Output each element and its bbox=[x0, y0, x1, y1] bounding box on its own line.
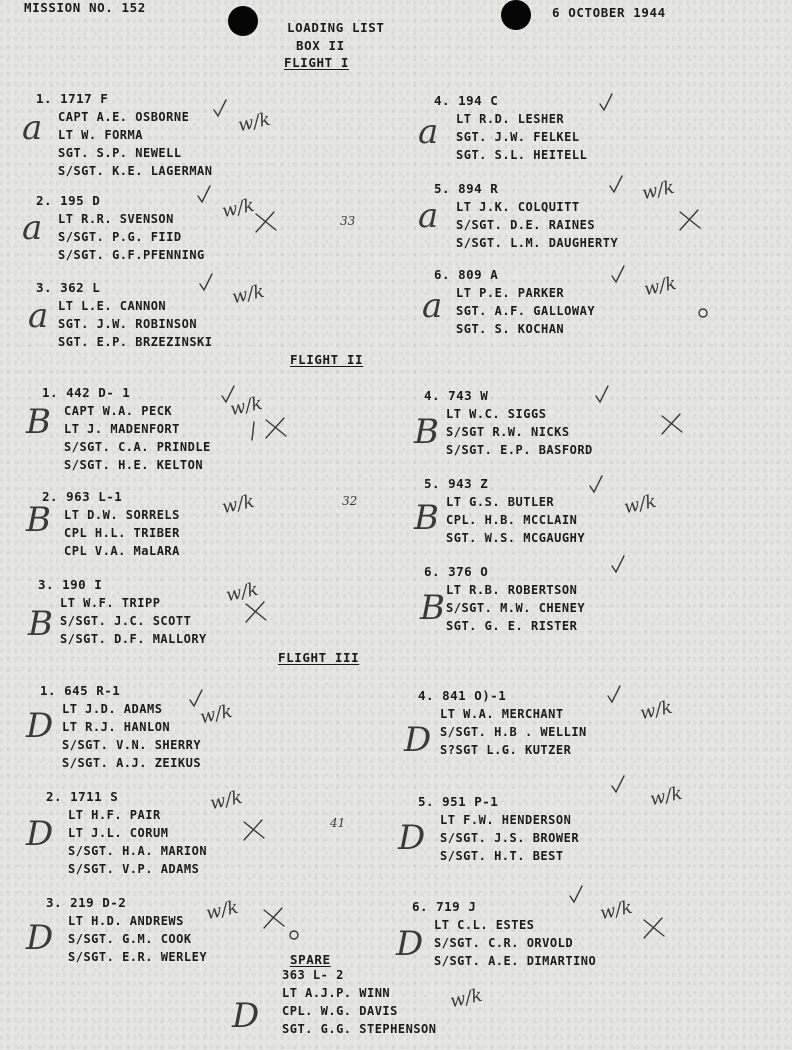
entry-position-plane: 5. 943 Z bbox=[424, 476, 489, 491]
crew-member: S/SGT. J.C. SCOTT bbox=[60, 614, 192, 628]
crew-member: SGT. S.P. NEWELL bbox=[58, 146, 182, 160]
handwritten-wk: w/k bbox=[220, 194, 257, 223]
crew-member: LT G.S. BUTLER bbox=[446, 495, 555, 509]
entry-position-plane: 6. 719 J bbox=[412, 899, 477, 914]
handwritten-group-d: D bbox=[26, 918, 54, 958]
flight-2-entry-3 bbox=[38, 576, 207, 648]
crew-member: LT J. MADENFORT bbox=[64, 422, 180, 436]
handwritten-group-b: B bbox=[414, 412, 439, 452]
crew-member: LT C.L. ESTES bbox=[434, 918, 535, 932]
flight-1-entry-5 bbox=[434, 180, 619, 252]
check-mark bbox=[596, 386, 608, 402]
entry-position-plane: 1. 645 R-1 bbox=[40, 683, 121, 698]
handwritten-number: 32 bbox=[342, 494, 358, 508]
entry-position-plane: 3. 362 L bbox=[36, 280, 101, 295]
handwritten-group-d: D bbox=[398, 818, 426, 858]
handwritten-group-b: B bbox=[26, 402, 51, 442]
crew-member: SGT. J.W. ROBINSON bbox=[58, 317, 198, 331]
x-mark bbox=[264, 908, 284, 928]
spare-entry bbox=[282, 966, 437, 1038]
crew-member: SGT. S. KOCHAN bbox=[456, 322, 565, 336]
x-mark bbox=[680, 210, 700, 230]
handwritten-group-b: B bbox=[28, 604, 53, 644]
handwritten-wk: w/k bbox=[198, 700, 235, 729]
crew-member: LT F.W. HENDERSON bbox=[440, 813, 572, 827]
circle-mark bbox=[290, 931, 298, 939]
circle-mark bbox=[699, 309, 707, 317]
entry-position-plane: 6. 376 O bbox=[424, 564, 489, 579]
handwritten-group-d: D bbox=[404, 720, 432, 760]
check-mark bbox=[214, 100, 226, 116]
crew-member: SGT. S.L. HEITELL bbox=[456, 148, 588, 162]
crew-member: S/SGT. A.E. DIMARTINO bbox=[434, 954, 597, 968]
flight-3-entry-4 bbox=[418, 687, 587, 759]
flight-2-entry-2 bbox=[42, 488, 180, 560]
flight-1-entry-2 bbox=[36, 192, 205, 264]
check-mark bbox=[612, 556, 624, 572]
crew-member: LT A.J.P. WINN bbox=[282, 986, 391, 1000]
crew-member: LT P.E. PARKER bbox=[456, 286, 565, 300]
loading-list-title: LOADING LIST bbox=[287, 20, 385, 35]
handwritten-wk: w/k bbox=[220, 490, 257, 519]
crew-member: LT J.D. ADAMS bbox=[62, 702, 163, 716]
handwritten-group-a: a bbox=[22, 208, 43, 248]
box-label: BOX II bbox=[296, 38, 345, 53]
entry-position-plane: 3. 219 D-2 bbox=[46, 895, 127, 910]
crew-member: S/SGT. A.J. ZEIKUS bbox=[62, 756, 202, 770]
flight-3-entry-1 bbox=[40, 682, 202, 772]
handwritten-number: 41 bbox=[330, 816, 346, 830]
handwritten-group-a: a bbox=[418, 196, 439, 236]
handwritten-wk: w/k bbox=[228, 392, 265, 421]
entry-position-plane: 5. 951 P-1 bbox=[418, 794, 499, 809]
handwritten-wk: w/k bbox=[638, 696, 675, 725]
handwritten-wk: w/k bbox=[642, 272, 679, 301]
handwritten-wk: w/k bbox=[622, 490, 659, 519]
handwritten-group-d: D bbox=[396, 924, 424, 964]
flight-1-entry-6 bbox=[434, 266, 596, 338]
crew-member: S/SGT. H.E. KELTON bbox=[64, 458, 204, 472]
check-mark bbox=[608, 686, 620, 702]
punch-hole-left bbox=[228, 6, 258, 36]
handwritten-wk: w/k bbox=[208, 786, 245, 815]
entry-position-plane: 3. 190 I bbox=[38, 577, 103, 592]
spare-plane: 363 L- 2 bbox=[282, 968, 344, 982]
x-mark bbox=[266, 418, 286, 438]
crew-member: S/SGT. V.N. SHERRY bbox=[62, 738, 202, 752]
crew-member: CAPT W.A. PECK bbox=[64, 404, 173, 418]
crew-member: SGT. E.P. BRZEZINSKI bbox=[58, 335, 213, 349]
mission-number: MISSION NO. 152 bbox=[24, 0, 146, 15]
handwritten-wk: w/k bbox=[598, 896, 635, 925]
flight-1-entry-3 bbox=[36, 279, 213, 351]
crew-member: LT R.D. LESHER bbox=[456, 112, 565, 126]
flight-1-title: FLIGHT I bbox=[284, 55, 350, 70]
handwritten-group-a: a bbox=[422, 286, 443, 326]
crew-member: LT W.A. MERCHANT bbox=[440, 707, 564, 721]
flight-2-title: FLIGHT II bbox=[290, 352, 364, 367]
entry-position-plane: 2. 1711 S bbox=[46, 789, 119, 804]
crew-member: LT L.E. CANNON bbox=[58, 299, 167, 313]
punch-hole-right bbox=[501, 0, 531, 30]
check-mark bbox=[612, 776, 624, 792]
check-mark bbox=[590, 476, 602, 492]
crew-member: S/SGT. C.A. PRINDLE bbox=[64, 440, 211, 454]
handwritten-group-d: D bbox=[232, 996, 260, 1036]
crew-member: S/SGT. D.E. RAINES bbox=[456, 218, 596, 232]
crew-member: CPL. H.B. MCCLAIN bbox=[446, 513, 578, 527]
check-mark bbox=[612, 266, 624, 282]
x-mark bbox=[256, 212, 276, 232]
crew-member: S/SGT. J.S. BROWER bbox=[440, 831, 580, 845]
spare-title: SPARE bbox=[290, 952, 331, 967]
crew-member: S/SGT. K.E. LAGERMAN bbox=[58, 164, 213, 178]
handwritten-wk: w/k bbox=[224, 578, 261, 607]
flight-3-entry-6 bbox=[412, 898, 597, 970]
crew-member: LT R.R. SVENSON bbox=[58, 212, 174, 226]
handwritten-wk: w/k bbox=[230, 280, 267, 309]
x-mark bbox=[662, 414, 682, 434]
handwritten-group-b: B bbox=[26, 500, 51, 540]
handwritten-group-a: a bbox=[418, 112, 439, 152]
crew-member: CPL H.L. TRIBER bbox=[64, 526, 180, 540]
crew-member: S?SGT L.G. KUTZER bbox=[440, 743, 572, 757]
entry-position-plane: 1. 442 D- 1 bbox=[42, 385, 131, 400]
handwritten-wk: w/k bbox=[648, 782, 685, 811]
x-mark bbox=[246, 602, 266, 622]
crew-member: LT J.K. COLQUITT bbox=[456, 200, 580, 214]
crew-member: LT D.W. SORRELS bbox=[64, 508, 180, 522]
handwritten-group-b: B bbox=[414, 498, 439, 538]
handwritten-number: 33 bbox=[340, 214, 356, 228]
flight-2-entry-6 bbox=[424, 563, 586, 635]
flight-3-entry-3 bbox=[46, 894, 208, 966]
crew-member: S/SGT. L.M. DAUGHERTY bbox=[456, 236, 619, 250]
entry-position-plane: 2. 195 D bbox=[36, 193, 101, 208]
crew-member: LT R.B. ROBERTSON bbox=[446, 583, 578, 597]
x-mark bbox=[244, 820, 264, 840]
flight-3-entry-2 bbox=[46, 788, 208, 878]
crew-member: LT J.L. CORUM bbox=[68, 826, 169, 840]
handwritten-group-a: a bbox=[22, 108, 43, 148]
crew-member: CAPT A.E. OSBORNE bbox=[58, 110, 190, 124]
crew-member: S/SGT. M.W. CHENEY bbox=[446, 601, 586, 615]
stroke-mark bbox=[252, 422, 254, 440]
handwritten-wk: w/k bbox=[236, 108, 273, 137]
mission-date: 6 OCTOBER 1944 bbox=[552, 5, 666, 20]
crew-member: SGT. J.W. FELKEL bbox=[456, 130, 580, 144]
handwritten-wk: w/k bbox=[448, 984, 485, 1013]
entry-position-plane: 2. 963 L-1 bbox=[42, 489, 123, 504]
entry-position-plane: 4. 841 O)-1 bbox=[418, 688, 507, 703]
crew-member: SGT. A.F. GALLOWAY bbox=[456, 304, 596, 318]
handwritten-wk: w/k bbox=[204, 896, 241, 925]
crew-member: S/SGT. E.P. BASFORD bbox=[446, 443, 593, 457]
handwritten-group-b: B bbox=[420, 588, 445, 628]
handwritten-group-d: D bbox=[26, 706, 54, 746]
flight-2-entry-1 bbox=[42, 384, 211, 474]
crew-member: LT H.D. ANDREWS bbox=[68, 914, 184, 928]
entry-position-plane: 5. 894 R bbox=[434, 181, 499, 196]
crew-member: S/SGT. G.M. COOK bbox=[68, 932, 192, 946]
entry-position-plane: 4. 743 W bbox=[424, 388, 489, 403]
crew-member: S/SGT. G.F.PFENNING bbox=[58, 248, 205, 262]
handwritten-group-a: a bbox=[28, 296, 49, 336]
entry-position-plane: 1. 1717 F bbox=[36, 91, 109, 106]
flight-1-entry-1 bbox=[36, 90, 213, 180]
crew-member: S/SGT. E.R. WERLEY bbox=[68, 950, 208, 964]
crew-member: SGT. G.G. STEPHENSON bbox=[282, 1022, 437, 1036]
entry-position-plane: 6. 809 A bbox=[434, 267, 499, 282]
handwritten-group-d: D bbox=[26, 814, 54, 854]
crew-member: S/SGT. D.F. MALLORY bbox=[60, 632, 207, 646]
crew-member: S/SGT R.W. NICKS bbox=[446, 425, 570, 439]
flight-2-entry-5 bbox=[424, 475, 586, 547]
entry-position-plane: 4. 194 C bbox=[434, 93, 499, 108]
crew-member: SGT. W.S. MCGAUGHY bbox=[446, 531, 586, 545]
crew-member: S/SGT. C.R. ORVOLD bbox=[434, 936, 574, 950]
crew-member: LT W. FORMA bbox=[58, 128, 143, 142]
crew-member: CPL. W.G. DAVIS bbox=[282, 1004, 398, 1018]
crew-member: LT R.J. HANLON bbox=[62, 720, 171, 734]
crew-member: S/SGT. V.P. ADAMS bbox=[68, 862, 200, 876]
crew-member: LT W.F. TRIPP bbox=[60, 596, 161, 610]
crew-member: LT W.C. SIGGS bbox=[446, 407, 547, 421]
handwritten-wk: w/k bbox=[640, 176, 677, 205]
crew-member: SGT. G. E. RISTER bbox=[446, 619, 578, 633]
flight-3-entry-5 bbox=[418, 793, 580, 865]
flight-3-title: FLIGHT III bbox=[278, 650, 360, 665]
check-mark bbox=[600, 94, 612, 110]
crew-member: S/SGT. H.A. MARION bbox=[68, 844, 208, 858]
crew-member: LT H.F. PAIR bbox=[68, 808, 161, 822]
crew-member: S/SGT. H.B . WELLIN bbox=[440, 725, 587, 739]
flight-1-entry-4 bbox=[434, 92, 588, 164]
crew-member: S/SGT. P.G. FIID bbox=[58, 230, 182, 244]
crew-member: S/SGT. H.T. BEST bbox=[440, 849, 564, 863]
x-mark bbox=[644, 918, 664, 938]
crew-member: CPL V.A. MaLARA bbox=[64, 544, 180, 558]
flight-2-entry-4 bbox=[424, 387, 593, 459]
